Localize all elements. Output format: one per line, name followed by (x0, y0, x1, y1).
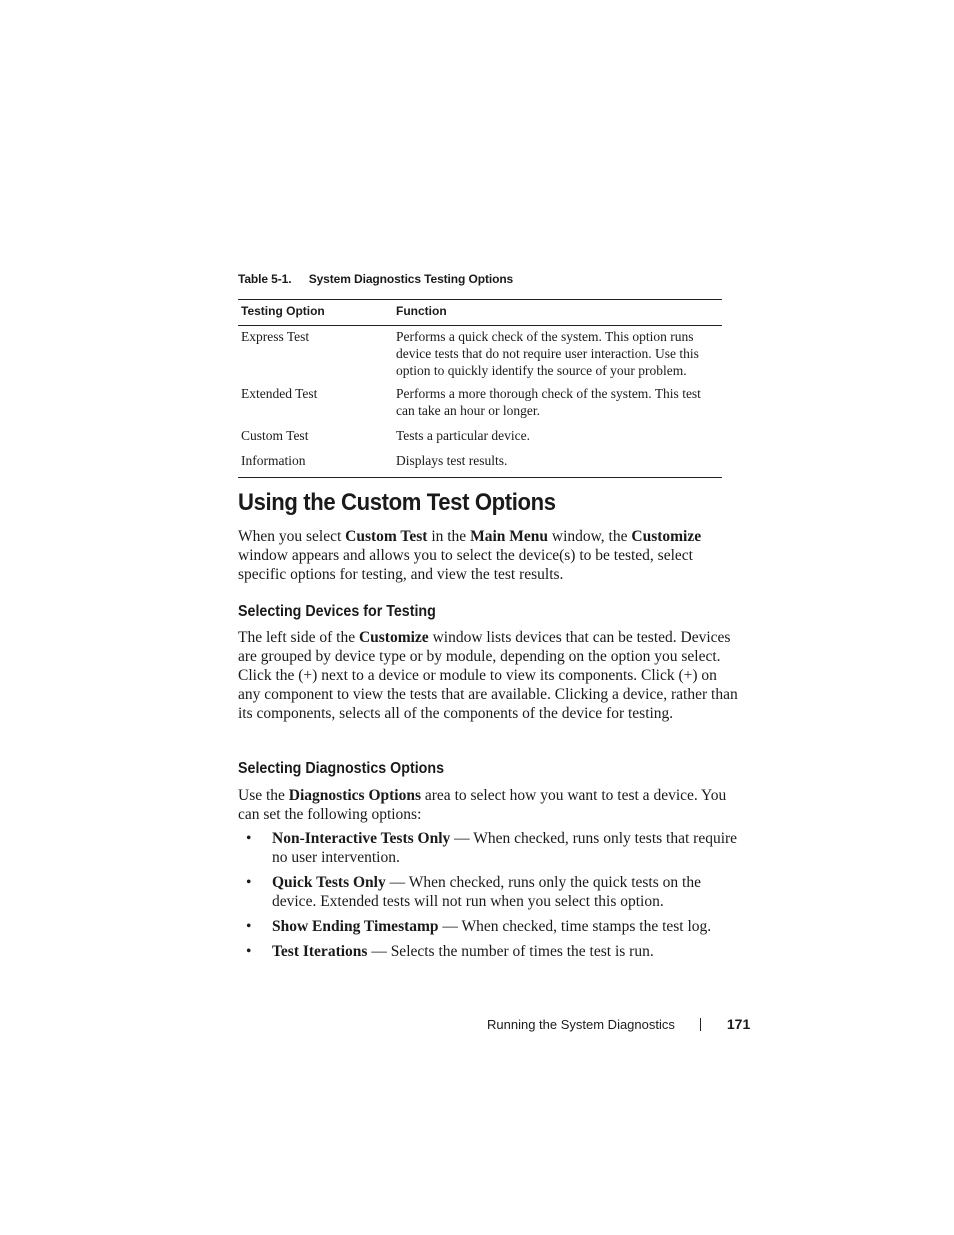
text-run: window appears and allows you to select the device(s) to be tested, select specific options for testing, and view the test results. (238, 547, 693, 583)
bullet-icon: • (246, 830, 252, 847)
table-row (238, 452, 722, 477)
table-cell-function: Performs a more thorough check of the system. This test can take an hour or longer. (396, 386, 701, 418)
table-cell-function: Tests a particular device. (396, 428, 530, 443)
page-number: 171 (726, 1016, 751, 1032)
list-item (246, 873, 738, 911)
ui-term: Customize (358, 629, 429, 646)
diagnostics-paragraph (238, 786, 738, 824)
table-header-row (238, 300, 722, 326)
page-footer (487, 1016, 750, 1032)
text-run: area to select how you want to test a device. You can set the following options: (238, 787, 727, 823)
footer-chapter-title: Running the System Diagnostics (487, 1016, 675, 1032)
option-term: Non-Interactive Tests Only (272, 830, 451, 847)
option-description: — When checked, runs only tests that require no user intervention. (272, 830, 738, 866)
intro-paragraph (238, 527, 738, 584)
table-caption-title: System Diagnostics Testing Options (308, 272, 514, 286)
bullet-icon: • (246, 918, 252, 935)
bullet-list (246, 917, 738, 936)
devices-paragraph (238, 628, 738, 723)
option-description: — When checked, time stamps the test log. (438, 918, 712, 935)
table-caption-number: Table 5-1. (238, 272, 292, 286)
ui-term: Custom Test (345, 528, 428, 545)
footer-divider (700, 1018, 701, 1031)
table-cell-option: Extended Test (241, 386, 318, 401)
option-term: Show Ending Timestamp (272, 918, 439, 935)
text-run: in the (427, 528, 471, 545)
ui-term: Customize (631, 528, 702, 545)
bullet-icon: • (246, 943, 252, 960)
text-run: The left side of the (238, 629, 359, 646)
bullet-list (246, 873, 738, 911)
list-item (246, 917, 738, 936)
table-row (238, 427, 722, 452)
subheading-diagnostics: Selecting Diagnostics Options (238, 760, 445, 777)
table-caption (238, 272, 513, 286)
subheading-devices: Selecting Devices for Testing (238, 603, 436, 620)
table-row (238, 385, 722, 427)
list-item (246, 829, 738, 867)
option-description: — Selects the number of times the test is run. (367, 943, 654, 960)
text-run: When you select (238, 528, 346, 545)
text-run: window, the (548, 528, 632, 545)
option-term: Test Iterations (272, 943, 368, 960)
ui-term: Diagnostics Options (288, 787, 422, 804)
table-row (238, 326, 722, 385)
table-cell-option: Express Test (241, 329, 310, 344)
table-cell-option: Custom Test (241, 428, 309, 443)
text-run: window lists devices that can be tested. Devices are grouped by device type or by module, depending on the option you select. Click the (+) next to a device or module to view its components. Click (+) on any component to view the tests that are available. Clicking a device, rather than its components, selects all of the components of the device for testing. (238, 629, 738, 722)
table-header-function: Function (396, 304, 447, 318)
option-description: — When checked, runs only the quick tests on the device. Extended tests will not run when you select this option. (272, 874, 701, 910)
table-cell-option: Information (241, 453, 306, 468)
text-run: Use the (238, 787, 289, 804)
ui-term: Main Menu (470, 528, 548, 545)
section-title: Using the Custom Test Options (238, 489, 556, 516)
table-header-option: Testing Option (241, 304, 325, 318)
option-term: Quick Tests Only (272, 874, 386, 891)
table-cell-function: Displays test results. (396, 453, 508, 468)
bullet-icon: • (246, 874, 252, 891)
list-item (246, 942, 738, 961)
bullet-list (246, 829, 738, 867)
table-cell-function: Performs a quick check of the system. This option runs device tests that do not require user interaction. Use this option to quickly identify the source of your problem. (396, 329, 699, 378)
bullet-list (246, 942, 738, 961)
testing-options-table (238, 299, 722, 478)
